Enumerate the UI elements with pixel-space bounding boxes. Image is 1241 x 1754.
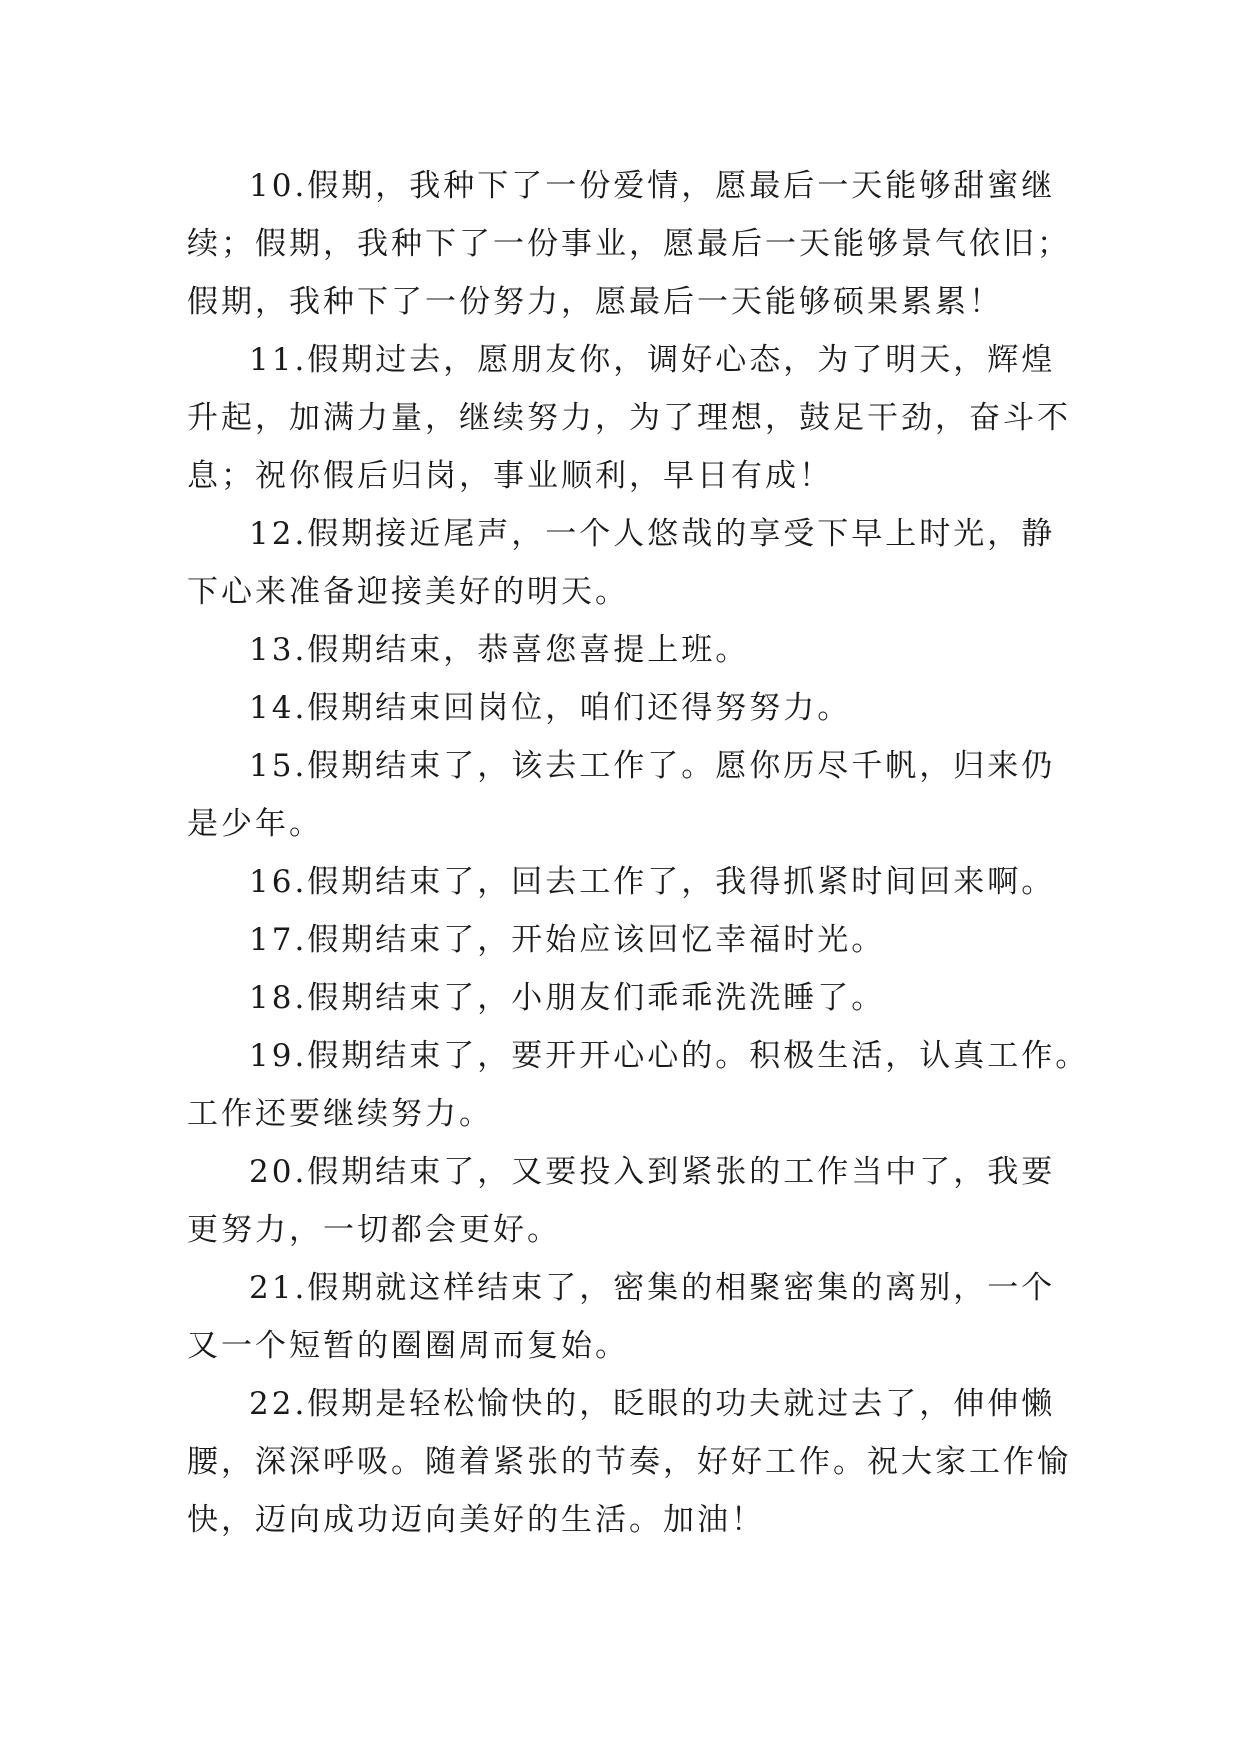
paragraph-line: 工作还要继续努力。: [187, 1096, 493, 1132]
paragraph-line: 20.假期结束了，又要投入到紧张的工作当中了，我要: [249, 1154, 1056, 1190]
paragraph-line: 升起，加满力量，继续努力，为了理想，鼓足干劲，奋斗不: [187, 400, 1071, 436]
paragraph-line: 假期，我种下了一份努力，愿最后一天能够硕果累累！: [187, 284, 1003, 320]
paragraph-line: 是少年。: [187, 806, 323, 842]
paragraph-12: [187, 505, 1067, 621]
paragraph-line: 21.假期就这样结束了，密集的相聚密集的离别，一个: [249, 1270, 1056, 1306]
paragraph-line: 更努力，一切都会更好。: [187, 1212, 561, 1248]
paragraph-line: 17.假期结束了，开始应该回忆幸福时光。: [249, 922, 886, 958]
paragraph-line: 18.假期结束了，小朋友们乖乖洗洗睡了。: [249, 980, 886, 1016]
paragraph-13: [187, 621, 1067, 679]
paragraph-14: [187, 679, 1067, 737]
paragraph-line: 续；假期，我种下了一份事业，愿最后一天能够景气依旧；: [187, 226, 1071, 262]
paragraph-16: [187, 853, 1067, 911]
paragraph-11: [187, 331, 1071, 505]
paragraph-line: 19.假期结束了，要开开心心的。积极生活，认真工作。: [249, 1038, 1090, 1074]
paragraph-line: 快，迈向成功迈向美好的生活。加油！: [187, 1502, 765, 1538]
paragraph-line: 10.假期，我种下了一份爱情，愿最后一天能够甜蜜继: [249, 168, 1056, 204]
paragraph-15: [187, 737, 1067, 853]
paragraph-line: 又一个短暂的圈圈周而复始。: [187, 1328, 629, 1364]
paragraph-line: 腰，深深呼吸。随着紧张的节奏，好好工作。祝大家工作愉: [187, 1444, 1071, 1480]
paragraph-line: 15.假期结束了，该去工作了。愿你历尽千帆，归来仍: [249, 748, 1056, 784]
paragraph-17: [187, 911, 1067, 969]
paragraph-21: [187, 1259, 1067, 1375]
paragraph-line: 22.假期是轻松愉快的，眨眼的功夫就过去了，伸伸懒: [249, 1386, 1056, 1422]
paragraph-20: [187, 1143, 1067, 1259]
paragraph-line: 13.假期结束，恭喜您喜提上班。: [249, 632, 750, 668]
paragraph-10: [187, 157, 1071, 331]
paragraph-18: [187, 969, 1067, 1027]
paragraph-line: 16.假期结束了，回去工作了，我得抓紧时间回来啊。: [249, 864, 1056, 900]
paragraph-line: 下心来准备迎接美好的明天。: [187, 574, 629, 610]
paragraph-line: 14.假期结束回岗位，咱们还得努努力。: [249, 690, 852, 726]
paragraph-line: 12.假期接近尾声，一个人悠哉的享受下早上时光，静: [249, 516, 1056, 552]
paragraph-line: 11.假期过去，愿朋友你，调好心态，为了明天，辉煌: [249, 342, 1056, 378]
paragraph-line: 息；祝你假后归岗，事业顺利，早日有成！: [187, 458, 833, 494]
paragraph-19: [187, 1027, 1090, 1143]
document-body: [187, 157, 1090, 1549]
paragraph-22: [187, 1375, 1071, 1549]
